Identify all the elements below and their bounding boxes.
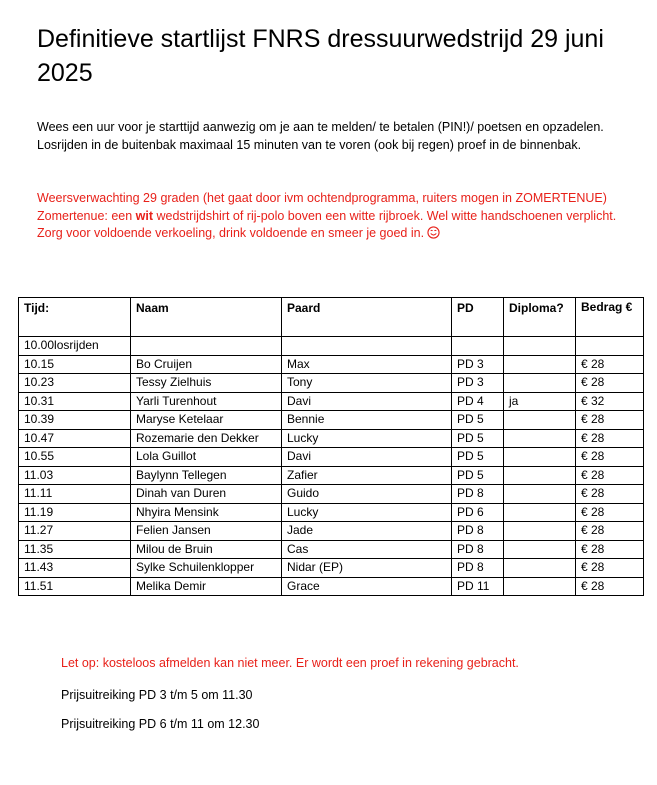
header-naam: Naam [131, 298, 282, 337]
startlist-body [19, 337, 644, 596]
cell-naam: Lola Guillot [131, 448, 282, 467]
summer-outfit-rest: wedstrijdshirt of rij-polo boven een witte rijbroek. Wel witte handschoenen verplicht. Zorg voor voldoende verkoeling, drink voldoende en smeer je goed in. [37, 208, 617, 240]
cell-bedrag: € 28 [576, 540, 644, 559]
cell-naam: Yarli Turenhout [131, 392, 282, 411]
cell-naam: Tessy Zielhuis [131, 374, 282, 393]
cell-pd: PD 5 [452, 411, 504, 430]
table-row [19, 577, 644, 596]
cell-diploma [504, 485, 576, 504]
table-row [19, 540, 644, 559]
cell-tijd: 11.43 [19, 559, 131, 578]
weather-forecast: Weersverwachting 29 graden (het gaat door ivm ochtendprogramma, ruiters mogen in ZOMERTENUE) [37, 191, 607, 205]
header-bedrag: Bedrag € [576, 298, 644, 337]
cell-bedrag: € 32 [576, 392, 644, 411]
header-tijd: Tijd: [19, 298, 131, 337]
cell-pd: PD 11 [452, 577, 504, 596]
table-row [19, 355, 644, 374]
table-row [19, 392, 644, 411]
cell-paard: Cas [282, 540, 452, 559]
cell-diploma [504, 522, 576, 541]
header-diploma: Diploma? [504, 298, 576, 337]
cell-pd [452, 337, 504, 356]
cell-tijd: 10.55 [19, 448, 131, 467]
cell-naam: Dinah van Duren [131, 485, 282, 504]
header-pd: PD [452, 298, 504, 337]
cell-paard: Tony [282, 374, 452, 393]
cell-diploma [504, 466, 576, 485]
arrival-instruction: Wees een uur voor je starttijd aanwezig om je aan te melden/ te betalen (PIN!)/ poetsen en opzadelen. [37, 120, 604, 134]
cell-diploma [504, 374, 576, 393]
cell-naam: Felien Jansen [131, 522, 282, 541]
cell-diploma [504, 411, 576, 430]
cell-paard: Nidar (EP) [282, 559, 452, 578]
cell-pd: PD 5 [452, 429, 504, 448]
cell-tijd: 10.00losrijden [19, 337, 131, 356]
cell-naam: Sylke Schuilenklopper [131, 559, 282, 578]
cell-pd: PD 8 [452, 485, 504, 504]
cell-tijd: 11.27 [19, 522, 131, 541]
weather-notice [37, 190, 637, 243]
cell-diploma [504, 337, 576, 356]
cell-naam: Baylynn Tellegen [131, 466, 282, 485]
cell-paard: Max [282, 355, 452, 374]
cell-tijd: 10.39 [19, 411, 131, 430]
table-row [19, 337, 644, 356]
cell-diploma [504, 355, 576, 374]
cell-pd: PD 8 [452, 540, 504, 559]
cell-paard: Davi [282, 392, 452, 411]
warmup-instruction: Losrijden in de buitenbak maximaal 15 minuten van te voren (ook bij regen) proef in de binnenbak. [37, 137, 582, 152]
cell-paard: Bennie [282, 411, 452, 430]
summer-outfit-prefix: Zomertenue: een [37, 208, 136, 223]
cell-diploma [504, 429, 576, 448]
cell-pd: PD 6 [452, 503, 504, 522]
cell-naam: Bo Cruijen [131, 355, 282, 374]
intro-text [37, 119, 637, 154]
cell-pd: PD 3 [452, 374, 504, 393]
cell-bedrag: € 28 [576, 522, 644, 541]
cell-bedrag: € 28 [576, 577, 644, 596]
cell-naam: Milou de Bruin [131, 540, 282, 559]
cell-bedrag: € 28 [576, 374, 644, 393]
prize-ceremony-1: Prijsuitreiking PD 3 t/m 5 om 11.30 [61, 688, 253, 702]
cell-diploma [504, 540, 576, 559]
cell-naam [131, 337, 282, 356]
cell-tijd: 10.23 [19, 374, 131, 393]
cell-naam: Nhyira Mensink [131, 503, 282, 522]
cell-diploma: ja [504, 392, 576, 411]
cell-bedrag: € 28 [576, 429, 644, 448]
cell-naam: Rozemarie den Dekker [131, 429, 282, 448]
cell-naam: Maryse Ketelaar [131, 411, 282, 430]
cell-paard: Lucky [282, 503, 452, 522]
cell-diploma [504, 503, 576, 522]
cancellation-warning: Let op: kosteloos afmelden kan niet meer. Er wordt een proef in rekening gebracht. [61, 656, 519, 670]
prize-ceremony-2: Prijsuitreiking PD 6 t/m 11 om 12.30 [61, 717, 260, 731]
summer-outfit-notice [37, 208, 637, 243]
cell-paard: Grace [282, 577, 452, 596]
table-row [19, 522, 644, 541]
cell-bedrag: € 28 [576, 448, 644, 467]
cell-pd: PD 5 [452, 466, 504, 485]
cell-paard: Jade [282, 522, 452, 541]
cell-diploma [504, 448, 576, 467]
cell-pd: PD 8 [452, 559, 504, 578]
smiley-icon [427, 226, 440, 239]
cell-naam: Melika Demir [131, 577, 282, 596]
cell-tijd: 10.31 [19, 392, 131, 411]
cell-diploma [504, 559, 576, 578]
table-row [19, 503, 644, 522]
cell-tijd: 11.03 [19, 466, 131, 485]
cell-diploma [504, 577, 576, 596]
cell-tijd: 10.47 [19, 429, 131, 448]
table-header-row [19, 298, 644, 337]
table-row [19, 411, 644, 430]
cell-paard: Guido [282, 485, 452, 504]
cell-bedrag: € 28 [576, 503, 644, 522]
cell-bedrag: € 28 [576, 411, 644, 430]
cell-paard: Zafier [282, 466, 452, 485]
table-row [19, 374, 644, 393]
cell-paard [282, 337, 452, 356]
table-row [19, 429, 644, 448]
cell-bedrag [576, 337, 644, 356]
startlist-table [18, 297, 644, 596]
cell-pd: PD 3 [452, 355, 504, 374]
cell-tijd: 11.35 [19, 540, 131, 559]
header-paard: Paard [282, 298, 452, 337]
cell-bedrag: € 28 [576, 355, 644, 374]
cell-pd: PD 8 [452, 522, 504, 541]
cell-pd: PD 5 [452, 448, 504, 467]
cell-pd: PD 4 [452, 392, 504, 411]
cell-tijd: 11.11 [19, 485, 131, 504]
cell-tijd: 11.51 [19, 577, 131, 596]
table-row [19, 448, 644, 467]
table-row [19, 559, 644, 578]
cell-paard: Davi [282, 448, 452, 467]
cell-paard: Lucky [282, 429, 452, 448]
cell-tijd: 11.19 [19, 503, 131, 522]
cell-bedrag: € 28 [576, 559, 644, 578]
table-row [19, 485, 644, 504]
cell-tijd: 10.15 [19, 355, 131, 374]
summer-outfit-bold: wit [135, 208, 154, 223]
table-row [19, 466, 644, 485]
page-title: Definitieve startlijst FNRS dressuurwedstrijd 29 juni 2025 [37, 25, 604, 87]
cell-bedrag: € 28 [576, 466, 644, 485]
cell-bedrag: € 28 [576, 485, 644, 504]
